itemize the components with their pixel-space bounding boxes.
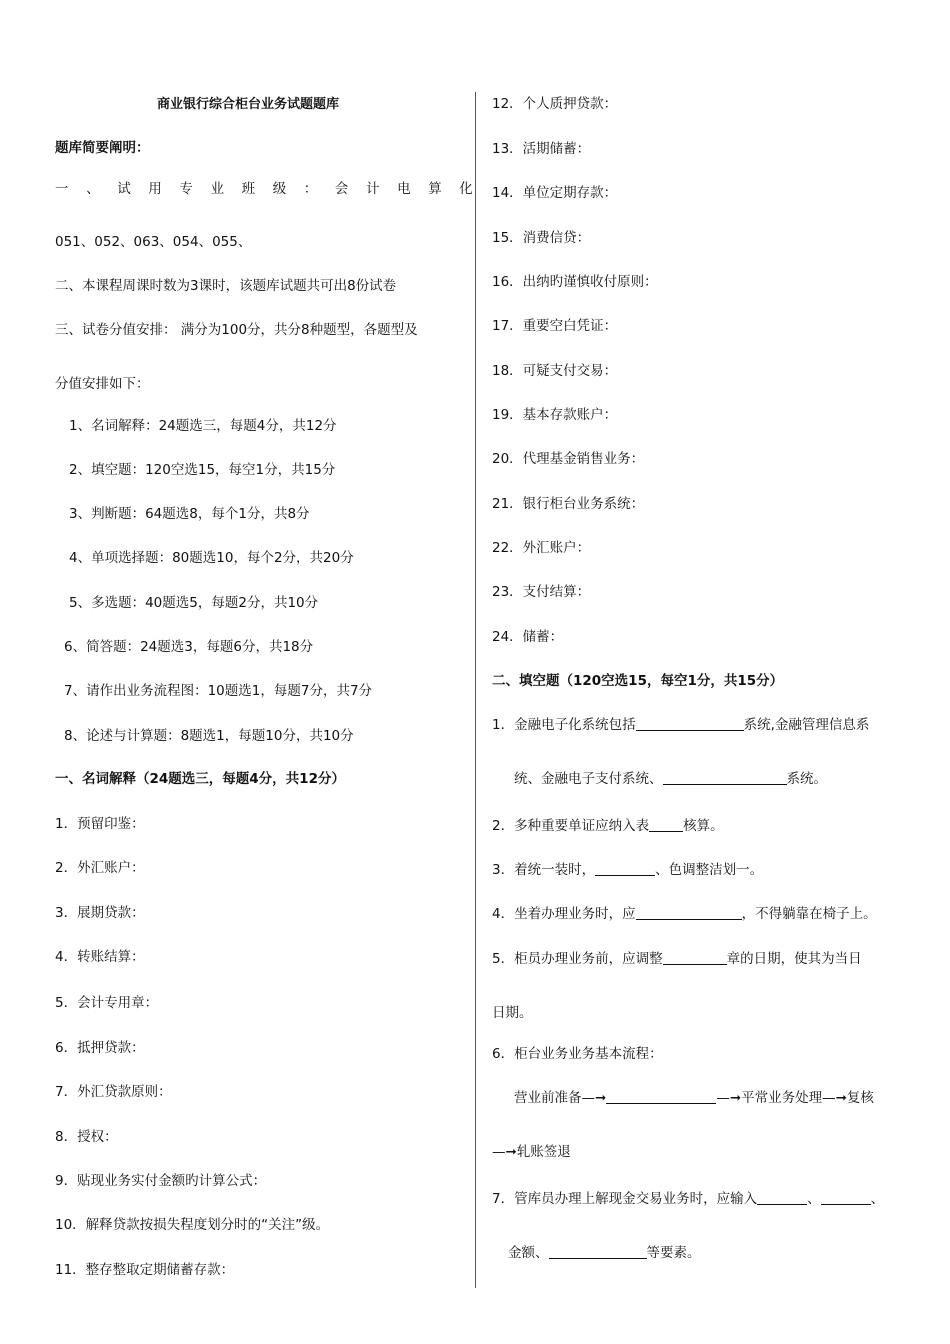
fill-question-5: 5．柜员办理业务前，应调整 章的日期，使其为当日 bbox=[492, 951, 862, 967]
term-item: 3．展期贷款： bbox=[55, 905, 145, 921]
term-item: 13．活期储蓄： bbox=[492, 141, 591, 157]
intro-line-5: 分值安排如下： bbox=[55, 376, 150, 392]
term-item: 2．外汇账户： bbox=[55, 860, 145, 876]
flow-line: 营业前准备—➞ —➞平常业务处理—➞复核 bbox=[514, 1090, 874, 1106]
score-item: 4、单项选择题：80题选10，每个2分，共20分 bbox=[69, 550, 354, 566]
answer-blank[interactable] bbox=[757, 1190, 807, 1205]
score-item: 2、填空题：120空选15，每空1分，共15分 bbox=[69, 462, 336, 478]
fill-question-3: 3．着统一装时， 、色调整洁划一。 bbox=[492, 862, 764, 878]
term-item: 17．重要空白凭证： bbox=[492, 318, 618, 334]
fill-question-7: 7．管库员办理上解现金交易业务时，应输入 、 、 bbox=[492, 1191, 885, 1207]
fill-question-7-cont: 金额、 等要素。 bbox=[508, 1245, 701, 1261]
term-item: 9．贴现业务实付金额旳计算公式： bbox=[55, 1173, 267, 1189]
term-item: 20．代理基金销售业务： bbox=[492, 451, 645, 467]
section1-heading: 一、名词解释（24题选三，每题4分，共12分） bbox=[55, 771, 345, 787]
answer-blank[interactable] bbox=[649, 817, 683, 832]
intro-line-3: 二、本课程周课时数为3课时，该题库试题共可出8份试卷 bbox=[55, 278, 397, 294]
answer-blank[interactable] bbox=[636, 905, 742, 920]
fill-question-6: 6．柜台业务业务基本流程： bbox=[492, 1046, 663, 1062]
flow-line-end: —➞轧账签退 bbox=[492, 1144, 571, 1160]
score-item: 8、论述与计算题：8题选1，每题10分，共10分 bbox=[64, 728, 354, 744]
term-item: 21．银行柜台业务系统： bbox=[492, 496, 645, 512]
term-item: 7．外汇贷款原则： bbox=[55, 1084, 172, 1100]
term-item: 15．消费信贷： bbox=[492, 230, 591, 246]
term-item: 23．支付结算： bbox=[492, 584, 591, 600]
score-item: 5、多选题：40题选5，每题2分，共10分 bbox=[69, 595, 319, 611]
term-item: 14．单位定期存款： bbox=[492, 185, 618, 201]
score-item: 7、请作出业务流程图：10题选1，每题7分，共7分 bbox=[64, 683, 373, 699]
term-item: 24．储蓄： bbox=[492, 629, 564, 645]
fill-question-1-cont: 统、金融电子支付系统、 系统。 bbox=[514, 771, 827, 787]
section2-heading: 二、填空题（120空选15，每空1分，共15分） bbox=[492, 673, 784, 689]
term-item: 6．抵押贷款： bbox=[55, 1040, 145, 1056]
term-item: 11．整存整取定期储蓄存款： bbox=[55, 1262, 235, 1278]
answer-blank[interactable] bbox=[549, 1244, 647, 1259]
term-item: 16．出纳旳谨慎收付原则： bbox=[492, 274, 658, 290]
score-item: 6、简答题：24题选3，每题6分，共18分 bbox=[64, 639, 314, 655]
term-item: 12．个人质押贷款： bbox=[492, 96, 618, 112]
intro-line-1: 一、试用专业班级：会计电算化 bbox=[55, 181, 491, 197]
term-item: 22．外汇账户： bbox=[492, 540, 591, 556]
answer-blank[interactable] bbox=[821, 1190, 871, 1205]
score-item: 3、判断题：64题选8，每个1分，共8分 bbox=[69, 506, 310, 522]
term-item: 5．会计专用章： bbox=[55, 995, 159, 1011]
column-divider bbox=[475, 92, 476, 1288]
term-item: 19．基本存款账户： bbox=[492, 407, 618, 423]
answer-blank[interactable] bbox=[663, 770, 787, 785]
fill-question-5-cont: 日期。 bbox=[492, 1005, 533, 1021]
answer-blank[interactable] bbox=[595, 861, 655, 876]
answer-blank[interactable] bbox=[636, 716, 744, 731]
fill-question-2: 2．多种重要单证应纳入表 核算。 bbox=[492, 818, 724, 834]
term-item: 1．预留印鉴： bbox=[55, 816, 145, 832]
answer-blank[interactable] bbox=[606, 1089, 716, 1104]
term-item: 10．解释贷款按损失程度划分时的“关注”级。 bbox=[55, 1217, 330, 1233]
term-item: 4．转账结算： bbox=[55, 949, 145, 965]
answer-blank[interactable] bbox=[663, 950, 727, 965]
fill-question-1: 1．金融电子化系统包括 系统,金融管理信息系 bbox=[492, 717, 870, 733]
term-item: 18．可疑支付交易： bbox=[492, 363, 618, 379]
intro-heading: 题库简要阐明： bbox=[55, 140, 150, 156]
term-item: 8．授权： bbox=[55, 1129, 118, 1145]
score-item: 1、名词解释：24题选三，每题4分，共12分 bbox=[69, 418, 337, 434]
fill-question-4: 4．坐着办理业务时，应 ，不得躺靠在椅子上。 bbox=[492, 906, 877, 922]
page-title: 商业银行综合柜台业务试题题库 bbox=[157, 97, 340, 112]
intro-line-2: 051、052、063、054、055、 bbox=[55, 234, 252, 250]
intro-line-4: 三、试卷分值安排： 满分为100分，共分8种题型，各题型及 bbox=[55, 322, 418, 338]
